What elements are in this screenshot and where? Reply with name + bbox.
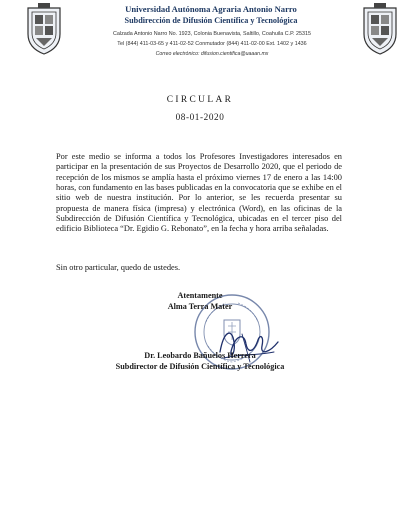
email-line: Correo electrónico: difusion.cientifica@uaaan.mx (155, 51, 269, 57)
document-date: 08-01-2020 (175, 112, 225, 122)
department-name: Subdirección de Difusión Científica y Tecnológica (124, 16, 298, 25)
university-crest-icon (360, 2, 400, 56)
salutation: Atentamente (177, 291, 223, 300)
motto: Alma Terra Mater (167, 301, 233, 311)
institution-name: Universidad Autónoma Agraria Antonio Narro (125, 4, 297, 14)
closing-line: Sin otro particular, quedo de ustedes. (56, 263, 181, 272)
signatory-position: Subdirector de Difusión Científica y Tecnológica (115, 361, 285, 371)
salutation-block (0, 291, 400, 312)
document-title: CIRCULAR (166, 95, 234, 105)
address-line: Calzada Antonio Narro No. 1923, Colonia Buenavista, Saltillo, Coahuila C.P. 25315 (113, 31, 311, 37)
signatory-block (0, 351, 400, 372)
university-crest-icon (24, 2, 64, 56)
signatory-name: Dr. Leobardo Bañuelos Herrera (144, 351, 256, 360)
body-paragraph: Por este medio se informa a todos los Profesores Investigadores interesados en participar en la presentación de sus Proyectos de Desarrollo 2020, que el periodo de recepción de los mismos se amplía hasta el próximo viernes 17 de enero a las 14:00 horas, con fundamento en las bases publicadas en la convocatoria que se exhibe en el sitio web de nuestra institución. Por lo anterior, se les recuerda presentar su propuesta de manera física (impresa) y electrónica (Word), en las oficinas de la Subdirección de Difusión Científica y Tecnológica, ubicadas en el tercer piso del edificio Biblioteca “Dr. Egidio G. Rebonato”, en la fecha y hora arriba señaladas. (56, 152, 342, 234)
phone-line: Tel (844) 411-03-65 y 411-02-52 Conmutador (844) 411-02-00 Ext. 1402 y 1436 (117, 41, 307, 47)
